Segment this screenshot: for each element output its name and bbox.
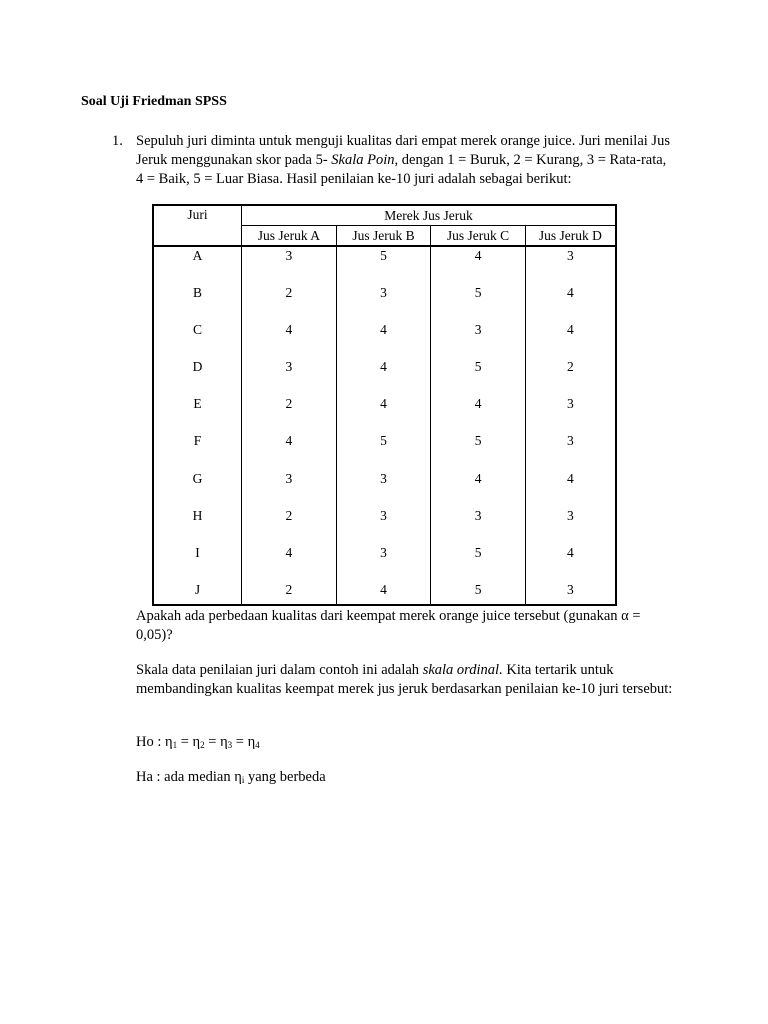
question-item-1 xyxy=(112,132,672,189)
score-cell: 3 xyxy=(336,470,431,507)
table-row xyxy=(153,321,616,358)
column-header-3: Jus Jeruk C xyxy=(431,226,526,247)
score-cell: 3 xyxy=(525,581,616,605)
juri-cell: I xyxy=(153,544,242,581)
score-cell: 4 xyxy=(336,358,431,395)
alternative-hypothesis: Ha : ada median $\eta_i$ yang berbeda xyxy=(136,769,326,785)
score-cell: 3 xyxy=(431,507,526,544)
score-cell: 4 xyxy=(525,470,616,507)
score-cell: 4 xyxy=(525,544,616,581)
score-cell: 5 xyxy=(431,581,526,605)
table-row xyxy=(153,246,616,284)
table-row xyxy=(153,581,616,605)
column-header-1: Jus Jeruk A xyxy=(242,226,337,247)
score-cell: 3 xyxy=(525,246,616,284)
score-cell: 5 xyxy=(336,432,431,469)
score-cell: 5 xyxy=(431,284,526,321)
juri-cell: B xyxy=(153,284,242,321)
juri-cell: F xyxy=(153,432,242,469)
score-cell: 3 xyxy=(431,321,526,358)
brand-group-header: Merek Jus Jeruk xyxy=(242,205,616,226)
score-cell: 3 xyxy=(242,470,337,507)
score-cell: 5 xyxy=(336,246,431,284)
score-cell: 4 xyxy=(336,581,431,605)
score-cell: 3 xyxy=(525,507,616,544)
scores-table xyxy=(152,204,617,606)
column-header-2: Jus Jeruk B xyxy=(336,226,431,247)
score-cell: 5 xyxy=(431,358,526,395)
score-cell: 4 xyxy=(431,395,526,432)
juri-cell: J xyxy=(153,581,242,605)
juri-header: Juri xyxy=(153,205,242,246)
score-cell: 4 xyxy=(242,544,337,581)
question-paragraph: Apakah ada perbedaan kualitas dari keempat merek orange juice tersebut (gunakan α = 0,05)? xyxy=(136,608,641,643)
juri-cell: E xyxy=(153,395,242,432)
juri-cell: A xyxy=(153,246,242,284)
document-title: Soal Uji Friedman SPSS xyxy=(81,94,227,109)
score-cell: 2 xyxy=(242,284,337,321)
score-cell: 2 xyxy=(242,507,337,544)
score-cell: 3 xyxy=(242,358,337,395)
column-header-4: Jus Jeruk D xyxy=(525,226,616,247)
juri-cell: D xyxy=(153,358,242,395)
score-cell: 4 xyxy=(431,246,526,284)
score-cell: 3 xyxy=(336,284,431,321)
score-cell: 4 xyxy=(242,432,337,469)
score-cell: 2 xyxy=(525,358,616,395)
table-row xyxy=(153,395,616,432)
score-cell: 3 xyxy=(336,507,431,544)
table-row xyxy=(153,507,616,544)
table-body xyxy=(153,246,616,605)
table-row xyxy=(153,284,616,321)
score-cell: 4 xyxy=(525,284,616,321)
juri-cell: G xyxy=(153,470,242,507)
table-row xyxy=(153,432,616,469)
score-cell: 3 xyxy=(242,246,337,284)
score-cell: 4 xyxy=(525,321,616,358)
score-cell: 2 xyxy=(242,395,337,432)
score-cell: 5 xyxy=(431,544,526,581)
table-row xyxy=(153,544,616,581)
score-cell: 3 xyxy=(525,395,616,432)
score-cell: 3 xyxy=(336,544,431,581)
score-cell: 4 xyxy=(431,470,526,507)
score-cell: 3 xyxy=(525,432,616,469)
juri-cell: H xyxy=(153,507,242,544)
scale-paragraph: Skala data penilaian juri dalam contoh ini adalah skala ordinal. Kita tertarik untuk membandingkan kualitas keempat merek jus jeruk berdasarkan penilaian ke-10 juri tersebut: xyxy=(136,662,673,697)
score-cell: 5 xyxy=(431,432,526,469)
table-row xyxy=(153,358,616,395)
score-cell: 2 xyxy=(242,581,337,605)
table-header-row xyxy=(153,205,616,226)
score-cell: 4 xyxy=(336,321,431,358)
table-row xyxy=(153,470,616,507)
intro-paragraph: Sepuluh juri diminta untuk menguji kualitas dari empat merek orange juice. Juri menilai Jus Jeruk menggunakan skor pada 5- Skala Poin, dengan 1 = Buruk, 2 = Kurang, 3 = Rata-rata, 4 = Baik, 5 = Luar Biasa. Hasil penilaian ke-10 juri adalah sebagai berikut: xyxy=(136,133,670,187)
juri-cell: C xyxy=(153,321,242,358)
score-cell: 4 xyxy=(336,395,431,432)
score-cell: 4 xyxy=(242,321,337,358)
null-hypothesis: Ho : $\eta_1 = \eta_2 = \eta_3 = \eta_4$ xyxy=(136,734,260,750)
item-number: 1. xyxy=(112,133,123,149)
